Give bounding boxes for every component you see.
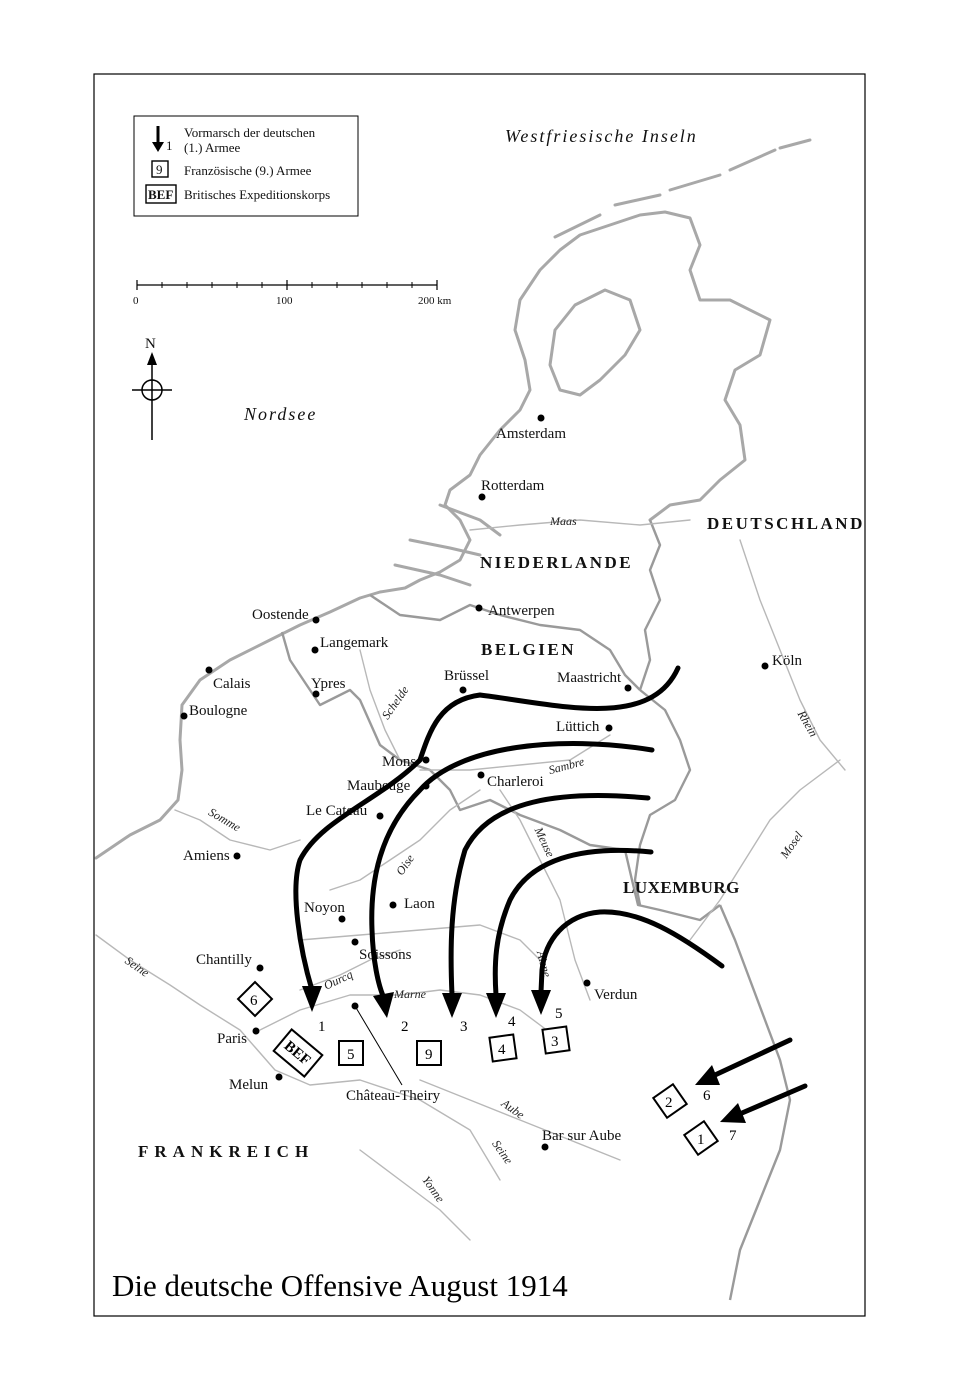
legend bbox=[134, 116, 358, 216]
city-dot-laon bbox=[390, 902, 397, 909]
river-label-sambre: Sambre bbox=[547, 754, 586, 778]
french-armies bbox=[238, 982, 718, 1155]
delta-islands bbox=[395, 505, 500, 585]
city-luettich: Lüttich bbox=[556, 719, 600, 735]
city-antwerpen: Antwerpen bbox=[488, 603, 555, 619]
city-paris: Paris bbox=[217, 1031, 247, 1047]
city-dot-mons bbox=[423, 757, 430, 764]
city-verdun: Verdun bbox=[594, 987, 638, 1003]
border-fr-de bbox=[720, 905, 790, 1300]
river-maas bbox=[470, 520, 690, 530]
river-label-oise: Oise bbox=[392, 851, 418, 878]
advance-arrowhead-5 bbox=[531, 990, 551, 1015]
advance-arrow-5 bbox=[541, 912, 722, 992]
city-bar-sur-aube: Bar sur Aube bbox=[542, 1128, 622, 1144]
river-label-mosel: Mosel bbox=[777, 828, 806, 861]
city-dot-paris bbox=[253, 1028, 260, 1035]
coastline bbox=[96, 212, 770, 858]
legend-french-label: Französische (9.) Armee bbox=[184, 163, 312, 178]
city-maubeuge: Maubeuge bbox=[347, 778, 411, 794]
city-dot-maastricht bbox=[625, 685, 632, 692]
city-koeln: Köln bbox=[772, 653, 802, 669]
city-dot-boulogne bbox=[181, 713, 188, 720]
french-army-3-label: 3 bbox=[551, 1034, 559, 1050]
french-army-5-label: 5 bbox=[347, 1047, 355, 1063]
city-laon: Laon bbox=[404, 896, 435, 912]
city-dot-oostende bbox=[313, 617, 320, 624]
city-dot-langemark bbox=[312, 647, 319, 654]
german-army-3: 3 bbox=[460, 1019, 468, 1035]
french-army-2-label: 2 bbox=[665, 1095, 673, 1111]
label-westfriesische-inseln: Westfriesische Inseln bbox=[505, 126, 698, 146]
scale-bar bbox=[133, 280, 452, 307]
label-luxemburg: LUXEMBURG bbox=[623, 878, 740, 897]
city-dot-antwerpen bbox=[476, 605, 483, 612]
river-label-maas: Maas bbox=[550, 514, 577, 528]
french-army-4-label: 4 bbox=[498, 1042, 506, 1058]
french-army-9-label: 9 bbox=[425, 1047, 433, 1063]
bef-label: BEF bbox=[280, 1037, 314, 1070]
advance-arrowhead-3 bbox=[442, 993, 462, 1018]
legend-advance-label-1: Vormarsch der deutschen bbox=[184, 125, 316, 140]
city-dot-bar-sur-aube bbox=[542, 1144, 549, 1151]
city-dot-calais bbox=[206, 667, 213, 674]
german-army-1: 1 bbox=[318, 1019, 326, 1035]
city-chateau-theiry: Château-Theiry bbox=[346, 1088, 441, 1104]
german-army-6: 6 bbox=[703, 1088, 711, 1104]
city-dot-noyon bbox=[339, 916, 346, 923]
legend-french-box-number: 9 bbox=[156, 162, 163, 177]
advance-arrowhead-2 bbox=[373, 992, 394, 1018]
river-aisne bbox=[300, 925, 540, 960]
city-amsterdam: Amsterdam bbox=[496, 426, 566, 442]
river-label-meuse: Meuse bbox=[531, 824, 558, 860]
river-label-rhein: Rhein bbox=[794, 707, 821, 740]
german-army-5: 5 bbox=[555, 1006, 563, 1022]
legend-advance-number: 1 bbox=[166, 138, 173, 153]
city-dot-charleroi bbox=[478, 772, 485, 779]
label-deutschland: DEUTSCHLAND bbox=[707, 514, 865, 533]
city-mons: Mons bbox=[382, 754, 417, 770]
city-charleroi: Charleroi bbox=[487, 774, 544, 790]
german-army-2: 2 bbox=[401, 1019, 409, 1035]
border-nl-de bbox=[640, 520, 660, 690]
label-belgien: BELGIEN bbox=[481, 640, 576, 659]
city-amiens: Amiens bbox=[183, 848, 230, 864]
bef-box bbox=[274, 1029, 323, 1076]
river-label-marne: Marne bbox=[394, 987, 426, 1001]
german-army-4: 4 bbox=[508, 1014, 516, 1030]
river-label-seine-east: Seine bbox=[489, 1137, 516, 1167]
french-army-6-label: 6 bbox=[250, 993, 258, 1009]
city-dot-amiens bbox=[234, 853, 241, 860]
city-dot-amsterdam bbox=[538, 415, 545, 422]
river-label-schelde: Schelde bbox=[378, 683, 412, 722]
city-dot-le-cateau bbox=[377, 813, 384, 820]
city-le-cateau: Le Cateau bbox=[306, 803, 368, 819]
city-maastricht: Maastricht bbox=[557, 670, 622, 686]
compass-north: N bbox=[145, 336, 156, 352]
legend-bef-text: BEF bbox=[148, 187, 174, 202]
city-bruessel: Brüssel bbox=[444, 668, 489, 684]
city-oostende: Oostende bbox=[252, 607, 309, 623]
city-dot-melun bbox=[276, 1074, 283, 1081]
city-dot-koeln bbox=[762, 663, 769, 670]
label-nordsee: Nordsee bbox=[244, 404, 318, 424]
map-title: Die deutsche Offensive August 1914 bbox=[112, 1268, 568, 1303]
german-army-7: 7 bbox=[729, 1128, 737, 1144]
scale-label-200: 200 km bbox=[418, 295, 452, 307]
legend-advance-label-2: (1.) Armee bbox=[184, 140, 241, 155]
ijsselmeer-shore bbox=[550, 290, 640, 395]
legend-bef-label: Britisches Expeditionskorps bbox=[184, 187, 331, 202]
river-label-ourcq: Ourcq bbox=[321, 967, 355, 993]
advance-arrowhead-4 bbox=[486, 993, 506, 1018]
city-dot-soissons bbox=[352, 939, 359, 946]
river-label-aisne: Aisne bbox=[533, 949, 555, 979]
city-langemark: Langemark bbox=[320, 635, 389, 651]
advance-arrow-7 bbox=[742, 1086, 805, 1113]
river-label-somme: Somme bbox=[206, 804, 244, 835]
french-army-1-label: 1 bbox=[697, 1132, 705, 1148]
river-label-seine-west: Seine bbox=[122, 953, 152, 980]
compass bbox=[132, 336, 172, 440]
city-ypres: Ypres bbox=[311, 676, 346, 692]
city-dot-chantilly bbox=[257, 965, 264, 972]
city-dot-bruessel bbox=[460, 687, 467, 694]
city-dot-luettich bbox=[606, 725, 613, 732]
city-melun: Melun bbox=[229, 1077, 269, 1093]
city-boulogne: Boulogne bbox=[189, 703, 248, 719]
river-mosel bbox=[690, 760, 840, 940]
frisian-islands bbox=[555, 140, 810, 237]
label-frankreich: FRANKREICH bbox=[138, 1142, 315, 1161]
city-soissons: Soissons bbox=[359, 947, 412, 963]
city-dot-verdun bbox=[584, 980, 591, 987]
river-label-yonne: Yonne bbox=[419, 1173, 448, 1206]
city-dot-rotterdam bbox=[479, 494, 486, 501]
city-rotterdam: Rotterdam bbox=[481, 478, 545, 494]
river-label-aube: Aube bbox=[498, 1096, 528, 1122]
scale-label-100: 100 bbox=[276, 295, 293, 307]
label-niederlande: NIEDERLANDE bbox=[480, 553, 634, 572]
city-chantilly: Chantilly bbox=[196, 952, 252, 968]
scale-label-0: 0 bbox=[133, 295, 139, 307]
city-noyon: Noyon bbox=[304, 900, 345, 916]
river-yonne bbox=[360, 1150, 470, 1240]
city-calais: Calais bbox=[213, 676, 251, 692]
